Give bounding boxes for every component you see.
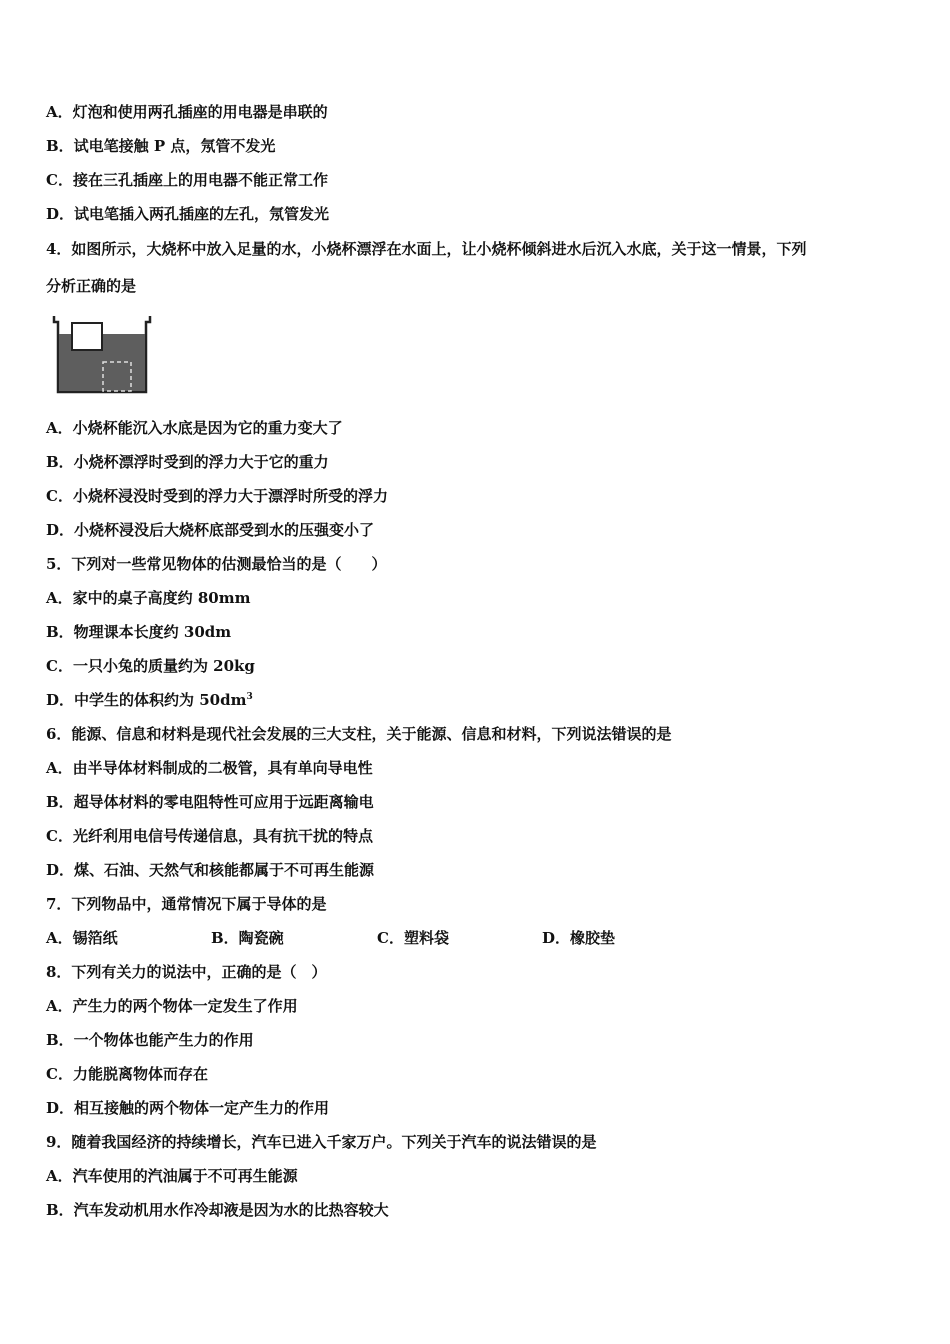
- line-q4-stem-cont: 分析正确的是: [46, 277, 137, 295]
- line-q7-stem: 7．下列物品中，通常情况下属于导体的是: [46, 895, 327, 913]
- line-q4-c: C．小烧杯浸没时受到的浮力大于漂浮时所受的浮力: [46, 487, 388, 505]
- line-q6-b: B．超导体材料的零电阻特性可应用于远距离输电: [46, 793, 374, 811]
- line-q6-a: A．由半导体材料制成的二极管，具有单向导电性: [46, 759, 373, 777]
- line-q6-c: C．光纤利用电信号传递信息，具有抗干扰的特点: [46, 827, 373, 845]
- q7-option-a: A．锡箔纸: [46, 929, 118, 947]
- line-q8-a: A．产生力的两个物体一定发生了作用: [46, 997, 298, 1015]
- line-q8-c: C．力能脱离物体而存在: [46, 1065, 208, 1083]
- line-q8-b: B．一个物体也能产生力的作用: [46, 1031, 254, 1049]
- line-q6-stem: 6．能源、信息和材料是现代社会发展的三大支柱，关于能源、信息和材料，下列说法错误的是: [46, 725, 672, 743]
- line-q4-b: B．小烧杯漂浮时受到的浮力大于它的重力: [46, 453, 329, 471]
- line-q9-a: A．汽车使用的汽油属于不可再生能源: [46, 1167, 298, 1185]
- q7-option-b: B．陶瓷碗: [211, 929, 284, 947]
- line-q4-a: A．小烧杯能沉入水底是因为它的重力变大了: [46, 419, 343, 437]
- line-q3-c: C．接在三孔插座上的用电器不能正常工作: [46, 171, 328, 189]
- line-q4-d: D．小烧杯浸没后大烧杯底部受到水的压强变小了: [46, 521, 375, 539]
- line-q3-a: A．灯泡和使用两孔插座的用电器是串联的: [46, 103, 328, 121]
- line-q5-d: [46, 690, 253, 710]
- q7-option-c: C．塑料袋: [377, 929, 449, 947]
- line-q5-a: A．家中的桌子高度约 80mm: [46, 589, 251, 607]
- line-q9-b: B．汽车发动机用水作冷却液是因为水的比热容较大: [46, 1201, 389, 1219]
- line-q9-stem: 9．随着我国经济的持续增长，汽车已进入千家万户。下列关于汽车的说法错误的是: [46, 1133, 597, 1151]
- line-q3-b: B．试电笔接触 P 点，氖管不发光: [46, 137, 276, 155]
- line-q6-d: D．煤、石油、天然气和核能都属于不可再生能源: [46, 861, 375, 879]
- superscript-3: 3: [246, 692, 253, 702]
- beaker-figure: [48, 312, 156, 398]
- line-q8-d: D．相互接触的两个物体一定产生力的作用: [46, 1099, 330, 1117]
- line-q4-stem: 4．如图所示，大烧杯中放入足量的水，小烧杯漂浮在水面上，让小烧杯倾斜进水后沉入水底，关于这一情景，下列: [46, 240, 807, 258]
- q5-d-text: D．中学生的体积约为 50dm: [46, 691, 247, 709]
- line-q5-b: B．物理课本长度约 30dm: [46, 623, 232, 641]
- q7-option-d: D．橡胶垫: [542, 929, 616, 947]
- line-q3-d: D．试电笔插入两孔插座的左孔，氖管发光: [46, 205, 330, 223]
- line-q5-c: C．一只小兔的质量约为 20kg: [46, 657, 255, 675]
- line-q8-stem: 8．下列有关力的说法中，正确的是（ ）: [46, 963, 327, 981]
- line-q5-stem: 5．下列对一些常见物体的估测最恰当的是（ ）: [46, 555, 387, 573]
